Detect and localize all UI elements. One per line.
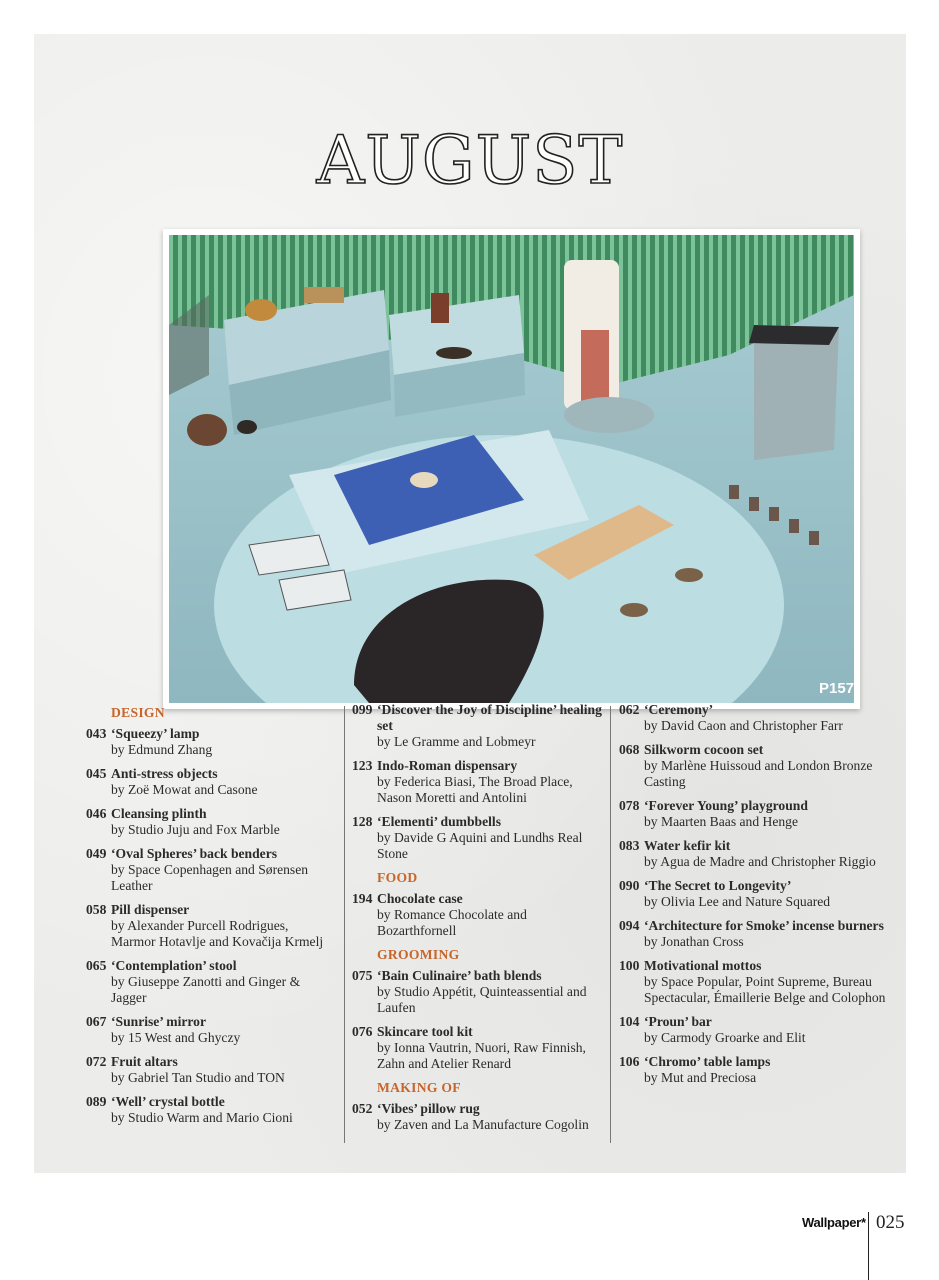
entry-credit: by Space Popular, Point Supreme, Bureau Spectacular, Émaillerie Belge and Colophon — [644, 974, 886, 1005]
entry-credit: by Studio Juju and Fox Marble — [111, 822, 280, 837]
entry-credit: by Romance Chocolate and Bozarthfornell — [377, 907, 527, 938]
entry-title: ‘Oval Spheres’ back benders — [111, 846, 278, 861]
entry-credit: by Jonathan Cross — [644, 934, 744, 949]
contents-entry — [86, 1094, 336, 1126]
contents-entry — [86, 726, 336, 758]
entry-title: Water kefir kit — [644, 838, 731, 853]
contents-entry — [86, 1014, 336, 1046]
entry-credit: by Le Gramme and Lobmeyr — [377, 734, 536, 749]
entry-title: Motivational mottos — [644, 958, 762, 973]
entry-credit: by Edmund Zhang — [111, 742, 213, 757]
entry-page-number: 089 — [86, 1094, 107, 1109]
entry-page-number: 194 — [352, 891, 373, 906]
section-heading: FOOD — [377, 870, 418, 885]
contents-entry — [86, 1054, 336, 1086]
entry-credit: by 15 West and Ghyczy — [111, 1030, 241, 1045]
entry-page-number: 045 — [86, 766, 107, 781]
entry-page-number: 106 — [619, 1054, 640, 1069]
contents-entry — [352, 1024, 604, 1072]
entry-page-number: 128 — [352, 814, 373, 829]
entry-title: Pill dispenser — [111, 902, 190, 917]
entry-credit: by Agua de Madre and Christopher Riggio — [644, 854, 876, 869]
entry-credit: by Ionna Vautrin, Nuori, Raw Finnish, Zahn and Atelier Renard — [377, 1040, 586, 1071]
contents-entry — [86, 806, 336, 838]
contents-entry — [352, 968, 604, 1016]
entry-page-number: 078 — [619, 798, 640, 813]
entry-credit: by Studio Appétit, Quinteassential and Laufen — [377, 984, 587, 1015]
entry-page-number: 049 — [86, 846, 107, 861]
entry-title: ‘Squeezy’ lamp — [111, 726, 200, 741]
entry-page-number: 094 — [619, 918, 640, 933]
entry-page-number: 123 — [352, 758, 373, 773]
entry-title: ‘Architecture for Smoke’ incense burners — [644, 918, 884, 933]
entry-page-number: 052 — [352, 1101, 373, 1116]
contents-entry — [619, 702, 889, 734]
entry-title: ‘Sunrise’ mirror — [111, 1014, 207, 1029]
brand-wordmark: Wallpaper* — [802, 1215, 866, 1230]
contents-column-3 — [619, 702, 889, 1094]
entry-title: Cleansing plinth — [111, 806, 207, 821]
entry-title: Fruit altars — [111, 1054, 178, 1069]
contents-entry — [86, 766, 336, 798]
entry-page-number: 104 — [619, 1014, 640, 1029]
entry-page-number: 075 — [352, 968, 373, 983]
page-number: 025 — [876, 1212, 905, 1233]
entry-title: ‘Forever Young’ playground — [644, 798, 808, 813]
contents-entry — [86, 958, 336, 1006]
entry-credit: by Studio Warm and Mario Cioni — [111, 1110, 293, 1125]
entry-title: Skincare tool kit — [377, 1024, 473, 1039]
section-heading: GROOMING — [377, 947, 460, 962]
contents-entry — [619, 958, 889, 1006]
entry-title: ‘Discover the Joy of Discipline’ healing set — [377, 702, 602, 733]
contents-entry — [619, 1014, 889, 1046]
entry-title: Chocolate case — [377, 891, 463, 906]
contents-entry — [619, 742, 889, 790]
entry-title: ‘Chromo’ table lamps — [644, 1054, 771, 1069]
entry-credit: by Olivia Lee and Nature Squared — [644, 894, 831, 909]
entry-credit: by Alexander Purcell Rodrigues, Marmor Hotavlje and Kovačija Krmelj — [111, 918, 324, 949]
basket-object — [245, 299, 277, 321]
entry-title: Silkworm cocoon set — [644, 742, 764, 757]
entry-credit: by David Caon and Christopher Farr — [644, 718, 843, 733]
photo-caption-label: P157 — [819, 680, 854, 697]
entry-title: Anti-stress objects — [111, 766, 218, 781]
column-divider — [610, 706, 611, 1143]
contents-entry — [619, 798, 889, 830]
contents-entry — [352, 702, 604, 750]
section-heading: DESIGN — [111, 705, 165, 720]
contents-entry — [619, 878, 889, 910]
entry-page-number: 043 — [86, 726, 107, 741]
entry-credit: by Space Copenhagen and Sørensen Leather — [111, 862, 309, 893]
showroom-illustration — [169, 235, 854, 703]
contents-entry — [352, 1101, 604, 1133]
contents-entry — [86, 846, 336, 894]
contents-column-2 — [352, 702, 604, 1141]
entry-credit: by Davide G Aquini and Lundhs Real Stone — [377, 830, 583, 861]
entry-credit: by Giuseppe Zanotti and Ginger & Jagger — [111, 974, 301, 1005]
entry-title: ‘Proun’ bar — [644, 1014, 712, 1029]
contents-entry — [86, 902, 336, 950]
entry-page-number: 058 — [86, 902, 107, 917]
contents-entry — [352, 758, 604, 806]
entry-page-number: 072 — [86, 1054, 107, 1069]
entry-credit: by Marlène Huissoud and London Bronze Casting — [644, 758, 873, 789]
footer-divider — [868, 1212, 869, 1280]
stool — [620, 603, 648, 617]
contents-entry — [352, 814, 604, 862]
entry-page-number: 068 — [619, 742, 640, 757]
bar-counter — [754, 325, 839, 460]
contents-entry — [619, 918, 889, 950]
contents-entry — [619, 1054, 889, 1086]
stool — [675, 568, 703, 582]
entry-page-number: 099 — [352, 702, 373, 717]
entry-title: ‘Elementi’ dumbbells — [377, 814, 501, 829]
column-divider — [344, 706, 345, 1143]
entry-credit: by Zoë Mowat and Casone — [111, 782, 258, 797]
entry-credit: by Gabriel Tan Studio and TON — [111, 1070, 285, 1085]
entry-title: ‘Bain Culinaire’ bath blends — [377, 968, 542, 983]
entry-title: ‘Well’ crystal bottle — [111, 1094, 225, 1109]
entry-title: ‘Contemplation’ stool — [111, 958, 237, 973]
entry-title: Indo-Roman dispensary — [377, 758, 518, 773]
entry-credit: by Zaven and La Manufacture Cogolin — [377, 1117, 589, 1132]
contents-column-1 — [86, 702, 336, 1134]
contents-entry — [619, 838, 889, 870]
section-heading: MAKING OF — [377, 1080, 461, 1095]
feature-photo — [163, 229, 860, 709]
entry-credit: by Mut and Preciosa — [644, 1070, 757, 1085]
entry-page-number: 062 — [619, 702, 640, 717]
entry-title: ‘The Secret to Longevity’ — [644, 878, 792, 893]
entry-page-number: 100 — [619, 958, 640, 973]
entry-page-number: 046 — [86, 806, 107, 821]
entry-title: ‘Vibes’ pillow rug — [377, 1101, 480, 1116]
entry-page-number: 083 — [619, 838, 640, 853]
entry-credit: by Federica Biasi, The Broad Place, Nason Moretti and Antolini — [377, 774, 573, 805]
entry-credit: by Carmody Groarke and Elit — [644, 1030, 806, 1045]
entry-page-number: 090 — [619, 878, 640, 893]
month-heading: AUGUST — [316, 122, 624, 199]
entry-page-number: 065 — [86, 958, 107, 973]
entry-title: ‘Ceremony’ — [644, 702, 714, 717]
contents-entry — [352, 891, 604, 939]
stone-object — [187, 414, 227, 446]
entry-page-number: 076 — [352, 1024, 373, 1039]
entry-page-number: 067 — [86, 1014, 107, 1029]
entry-credit: by Maarten Baas and Henge — [644, 814, 799, 829]
